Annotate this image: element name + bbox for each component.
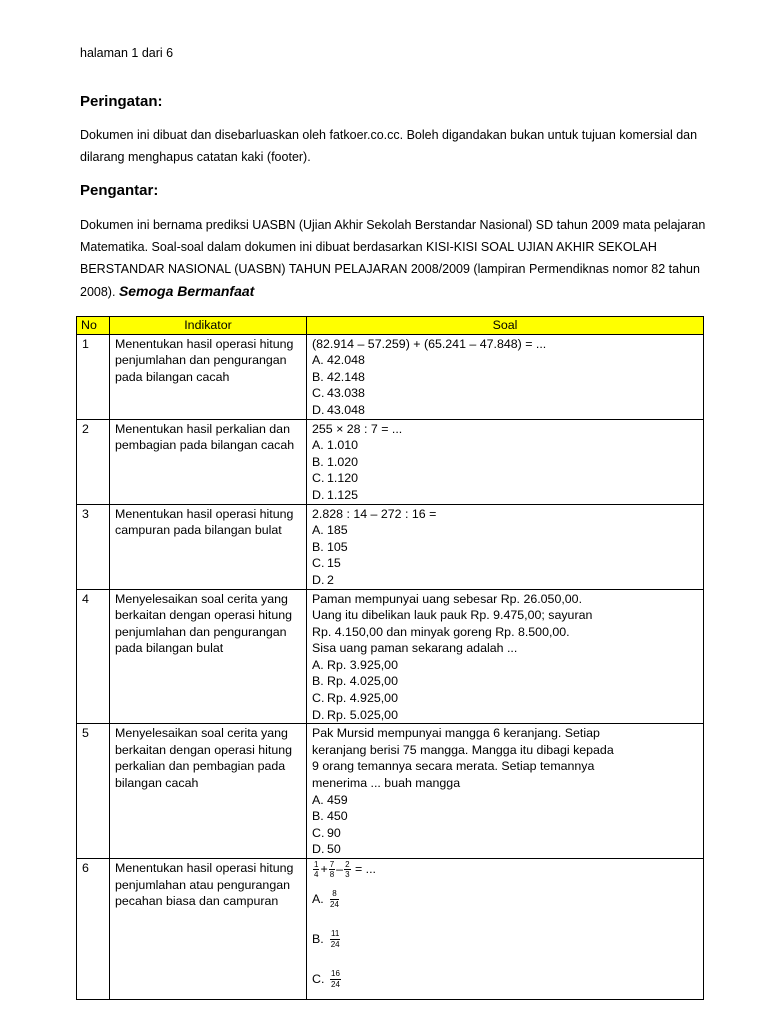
- fraction-numerator: 8: [330, 889, 339, 900]
- fraction-numerator: 11: [331, 929, 340, 939]
- option-letter: D.: [312, 402, 325, 417]
- question-line: Paman mempunyai uang sebesar Rp. 26.050,00.: [312, 591, 583, 606]
- question-line: 255 × 28 : 7 = ...: [312, 421, 403, 436]
- indicator-text: Menentukan hasil operasi hitung campuran pada bilangan bulat: [110, 504, 307, 589]
- answer-option: [312, 454, 698, 471]
- intro-closing: Semoga Bermanfaat: [118, 283, 255, 299]
- fraction-denominator: 24: [331, 980, 340, 990]
- table-row: [77, 589, 704, 724]
- question-cell: [307, 419, 704, 504]
- fraction: [313, 860, 319, 879]
- question-line: Uang itu dibelikan lauk pauk Rp. 9.475,00; sayuran: [312, 608, 593, 623]
- answer-option: [312, 841, 698, 858]
- fraction-denominator: 4: [314, 870, 319, 879]
- fraction-denominator: 8: [329, 870, 335, 879]
- fraction-numerator: 2: [345, 860, 350, 869]
- answer-option: [312, 657, 698, 674]
- answer-option: [312, 690, 698, 707]
- question-table: [76, 316, 704, 1000]
- table-row: [77, 859, 704, 1000]
- page-number: halaman 1 dari 6: [80, 46, 174, 60]
- indicator-text: Menentukan hasil operasi hitung penjumlahan atau pengurangan pecahan biasa dan campuran: [110, 859, 307, 1000]
- option-letter: D.: [312, 707, 325, 722]
- option-letter: B.: [312, 674, 324, 689]
- header-no: No: [77, 317, 110, 335]
- question-line: Pak Mursid mempunyai mangga 6 keranjang. Setiap: [312, 726, 600, 741]
- answer-option: [312, 352, 698, 369]
- question-cell: [307, 724, 704, 859]
- question-cell: [307, 859, 704, 1000]
- option-letter: C.: [312, 471, 325, 486]
- answer-option: [312, 437, 698, 454]
- option-letter: A.: [312, 523, 324, 538]
- option-letter: B.: [312, 369, 324, 384]
- option-text: 90: [327, 825, 341, 840]
- answer-option: [312, 959, 698, 999]
- fraction: [330, 889, 339, 910]
- answer-option: [312, 825, 698, 842]
- option-letter: C.: [312, 691, 325, 706]
- table-header-row: [77, 317, 704, 335]
- intro-text: Dokumen ini bernama prediksi UASBN (Ujian Akhir Sekolah Berstandar Nasional) SD tahun 2009 mata pelajaran Matematika. Soal-soal dalam dokumen ini dibuat berdasarkan KISI-KISI SOAL UJIAN AKHIR SEKOLAH BERSTANDAR NASIONAL (UASBN) TAHUN PELAJARAN 2008/2009 (lampiran Permendiknas nomor 82 tahun 2008).: [80, 218, 706, 299]
- option-letter: D.: [312, 572, 325, 587]
- warning-text: Dokumen ini dibuat dan disebarluaskan oleh fatkoer.co.cc. Boleh digandakan bukan untuk tujuan komersial dan dilarang menghapus catatan kaki (footer).: [80, 128, 698, 164]
- option-letter: D.: [312, 842, 325, 857]
- answer-option: [312, 385, 698, 402]
- fraction-expression: [312, 860, 698, 879]
- answer-option: [312, 673, 698, 690]
- option-text: 15: [327, 556, 341, 571]
- question-line: menerima ... buah mangga: [312, 776, 461, 791]
- answer-option: [312, 487, 698, 504]
- question-number: 2: [77, 419, 110, 504]
- question-line: keranjang berisi 75 mangga. Mangga itu dibagi kepada: [312, 742, 614, 757]
- fraction-numerator: 16: [331, 969, 340, 979]
- fraction: [330, 969, 341, 990]
- answer-option: [312, 572, 698, 589]
- warning-heading: Peringatan:: [80, 93, 163, 110]
- question-number: 5: [77, 724, 110, 859]
- option-letter: B.: [312, 539, 324, 554]
- option-letter: A.: [312, 438, 324, 453]
- option-text: Rp. 4.925,00: [327, 691, 398, 706]
- fraction-denominator: 24: [330, 900, 339, 910]
- intro-heading: Pengantar:: [80, 182, 159, 199]
- option-text: 2: [327, 572, 334, 587]
- question-line: 9 orang temannya secara merata. Setiap temannya: [312, 759, 595, 774]
- option-text: 1.020: [327, 454, 359, 469]
- fraction-denominator: 3: [345, 870, 350, 879]
- question-cell: [307, 334, 704, 419]
- answer-option: [312, 555, 698, 572]
- indicator-text: Menentukan hasil operasi hitung penjumlahan dan pengurangan pada bilangan cacah: [110, 334, 307, 419]
- option-text: 43.038: [327, 386, 365, 401]
- option-letter: B.: [312, 932, 324, 946]
- option-text: Rp. 5.025,00: [327, 707, 398, 722]
- option-letter: C.: [312, 972, 325, 986]
- option-letter: A.: [312, 353, 324, 368]
- option-text: 1.010: [327, 438, 359, 453]
- option-text: 1.120: [327, 471, 359, 486]
- question-line: 2.828 : 14 – 272 : 16 =: [312, 506, 437, 521]
- table-body: [77, 334, 704, 999]
- fraction: [329, 860, 335, 879]
- question-line: (82.914 – 57.259) + (65.241 – 47.848) = ...: [312, 336, 547, 351]
- table-row: [77, 334, 704, 419]
- fraction-denominator: 24: [330, 940, 340, 950]
- intro-paragraph: [80, 214, 730, 303]
- answer-option: [312, 539, 698, 556]
- option-letter: A.: [312, 892, 324, 906]
- indicator-text: Menyelesaikan soal cerita yang berkaitan dengan operasi hitung penjumlahan dan pengurangan pada bilangan bulat: [110, 589, 307, 724]
- question-number: 1: [77, 334, 110, 419]
- expression-tail: = ...: [354, 861, 376, 876]
- question-number: 4: [77, 589, 110, 724]
- answer-option: [312, 919, 698, 959]
- option-letter: B.: [312, 809, 324, 824]
- option-text: Rp. 3.925,00: [327, 657, 398, 672]
- indicator-text: Menyelesaikan soal cerita yang berkaitan dengan operasi hitung perkalian dan pembagian pada bilangan cacah: [110, 724, 307, 859]
- option-text: 459: [327, 792, 348, 807]
- operator: +: [320, 861, 328, 876]
- question-cell: [307, 589, 704, 724]
- option-letter: D.: [312, 487, 325, 502]
- answer-option: [312, 707, 698, 724]
- option-text: Rp. 4.025,00: [327, 674, 398, 689]
- option-text: 105: [327, 539, 348, 554]
- option-text: 1.125: [327, 487, 359, 502]
- option-letter: C.: [312, 825, 325, 840]
- fraction: [330, 929, 340, 950]
- answer-option: [312, 522, 698, 539]
- answer-option: [312, 369, 698, 386]
- option-text: 42.048: [327, 353, 365, 368]
- table-row: [77, 724, 704, 859]
- option-letter: A.: [312, 792, 324, 807]
- fraction: [344, 860, 350, 879]
- option-letter: B.: [312, 454, 324, 469]
- option-letter: C.: [312, 556, 325, 571]
- table-row: [77, 419, 704, 504]
- operator: –: [336, 861, 344, 876]
- answer-option: [312, 402, 698, 419]
- fraction-numerator: 1: [314, 860, 319, 869]
- question-cell: [307, 504, 704, 589]
- answer-option: [312, 470, 698, 487]
- option-text: 42.148: [327, 369, 365, 384]
- option-letter: C.: [312, 386, 325, 401]
- question-line: Sisa uang paman sekarang adalah ...: [312, 641, 518, 656]
- question-line: Rp. 4.150,00 dan minyak goreng Rp. 8.500,00.: [312, 624, 570, 639]
- option-text: 185: [327, 523, 348, 538]
- option-text: 43.048: [327, 402, 365, 417]
- fraction-numerator: 7: [329, 860, 335, 869]
- option-text: 50: [327, 842, 341, 857]
- answer-option: [312, 792, 698, 809]
- option-letter: A.: [312, 657, 324, 672]
- answer-option: [312, 879, 698, 919]
- answer-option: [312, 808, 698, 825]
- header-indikator: Indikator: [110, 317, 307, 335]
- question-number: 3: [77, 504, 110, 589]
- question-number: 6: [77, 859, 110, 1000]
- indicator-text: Menentukan hasil perkalian dan pembagian pada bilangan cacah: [110, 419, 307, 504]
- header-soal: Soal: [307, 317, 704, 335]
- table-row: [77, 504, 704, 589]
- option-text: 450: [327, 809, 348, 824]
